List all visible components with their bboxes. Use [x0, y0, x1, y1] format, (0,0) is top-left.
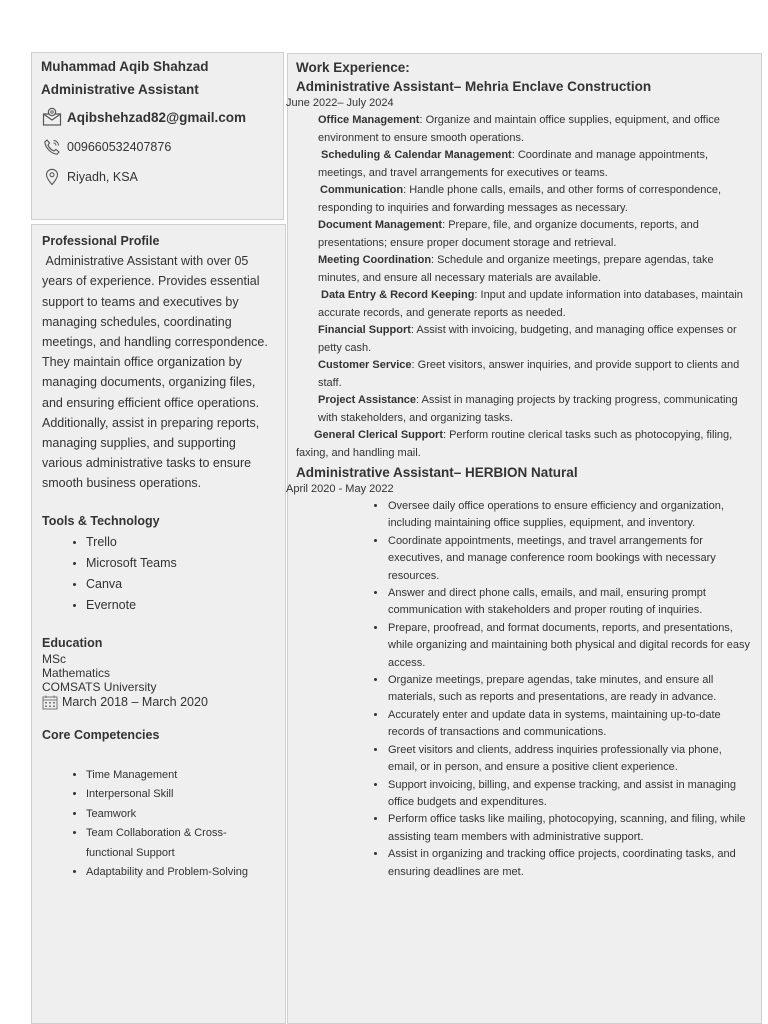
- job-dates-2: April 2020 - May 2022: [286, 483, 394, 495]
- duty-text: : Coordinate and manage appointments, meetings, and travel arrangements for executives or teams.: [318, 149, 709, 179]
- list-item: • Assist in organizing and tracking office projects, coordinating tasks, and ensuring deadlines are met.: [387, 846, 753, 881]
- duty-text: : Handle phone calls, emails, and other forms of correspondence, responding to inquiries and forwarding messages as necessary.: [318, 184, 722, 214]
- duty-label: Meeting Coordination: [318, 254, 432, 266]
- candidate-title: Administrative Assistant: [41, 82, 199, 97]
- phone-icon: [41, 137, 63, 157]
- list-item: • Oversee daily office operations to ensure efficiency and organization, including maintaining office supplies, equipment, and inventory.: [387, 498, 753, 533]
- tools-section: [42, 514, 275, 616]
- duty-item: [318, 252, 753, 287]
- duty-label: Customer Service: [318, 359, 412, 371]
- duty-item: [318, 217, 753, 252]
- list-item: • Greet visitors and clients, address inquiries professionally via phone, email, or in person, and ensure a positive client experience.: [387, 742, 753, 777]
- location: Riyadh, KSA: [67, 170, 138, 184]
- education-heading: Education: [42, 635, 103, 650]
- list-item: • Coordinate appointments, meetings, and travel arrangements for executives, and manage conference room bookings with necessary resources.: [387, 533, 753, 585]
- duty-text: : Prepare, file, and organize documents, reports, and presentations; ensure proper document storage and retrieval.: [318, 219, 699, 249]
- profile-heading: Professional Profile: [42, 234, 160, 248]
- duty-text: : Schedule and organize meetings, prepare agendas, take minutes, and ensure all necessary materials are available.: [318, 254, 714, 284]
- list-item: • Answer and direct phone calls, emails, and mail, ensuring prompt communication with stakeholders and proper routing of inquiries.: [387, 585, 753, 620]
- list-item: • Accurately enter and update data in systems, maintaining up-to-date records of transactions and communications.: [387, 707, 753, 742]
- duty-item: [296, 427, 753, 462]
- duty-label: Financial Support: [318, 324, 411, 336]
- duty-text: : Perform routine clerical tasks such as photocopying, filing, faxing, and handling mail.: [296, 429, 733, 459]
- list-item: • Time Management: [86, 766, 275, 786]
- tools-heading: Tools & Technology: [42, 513, 160, 528]
- duty-item: [318, 147, 753, 182]
- work-experience-heading: Work Experience:: [296, 60, 410, 75]
- job-dates-1: June 2022– July 2024: [286, 97, 394, 109]
- education-school: COMSATS University: [42, 679, 157, 694]
- duty-label: Data Entry & Record Keeping: [321, 289, 475, 301]
- list-item: • Adaptability and Problem-Solving: [86, 863, 275, 883]
- duty-text: : Input and update information into databases, maintain accurate records, and generate reports as needed.: [318, 289, 743, 319]
- list-item: • Teamwork: [86, 805, 275, 825]
- profile-section: [42, 231, 275, 494]
- duty-label: Communication: [320, 184, 404, 196]
- duty-text: : Assist in managing projects by tracking progress, communicating with stakeholders, and organizing tasks.: [318, 394, 738, 424]
- list-item: • Microsoft Teams: [86, 553, 275, 574]
- duty-item: [318, 357, 753, 392]
- email-icon: [41, 107, 63, 127]
- tools-list: [42, 532, 275, 616]
- competencies-heading: Core Competencies: [42, 727, 160, 742]
- list-item: • Organize meetings, prepare agendas, take minutes, and ensure all materials, such as reports and presentations, are ready in advance.: [387, 672, 753, 707]
- duty-label: Office Management: [318, 114, 420, 126]
- duty-label: Document Management: [318, 219, 443, 231]
- duty-label: Project Assistance: [318, 394, 417, 406]
- job-duties-1: [295, 112, 753, 462]
- left-column: [31, 224, 286, 1024]
- phone-number: 009660532407876: [67, 140, 172, 154]
- duty-text: : Assist with invoicing, budgeting, and managing office expenses or petty cash.: [318, 324, 737, 354]
- list-item: • Perform office tasks like mailing, photocopying, scanning, and filing, while assisting team members with administrative support.: [387, 811, 753, 846]
- duty-item: [318, 182, 753, 217]
- education-date-row: [42, 695, 275, 710]
- list-item: • Interpersonal Skill: [86, 785, 275, 805]
- email-address[interactable]: Aqibshehzad82@gmail.com: [67, 109, 246, 125]
- duty-label: Scheduling & Calendar Management: [321, 149, 512, 161]
- list-item: • Team Collaboration & Cross-functional Support: [86, 824, 236, 863]
- competencies-section: [42, 728, 275, 883]
- duty-item: [318, 392, 753, 427]
- education-dates: March 2018 – March 2020: [62, 695, 208, 710]
- job-title-2: Administrative Assistant– HERBION Natural: [296, 465, 578, 480]
- education-field: Mathematics: [42, 665, 111, 680]
- work-experience-column: [287, 53, 762, 1024]
- list-item: • Support invoicing, billing, and expense tracking, and assist in managing office budgets and expenditures.: [387, 777, 753, 812]
- list-item: • Canva: [86, 574, 275, 595]
- duty-label: General Clerical Support: [314, 429, 443, 441]
- education-degree: MSc: [42, 651, 66, 666]
- calendar-icon: [42, 695, 62, 710]
- competencies-list: [42, 766, 275, 883]
- duty-text: : Organize and maintain office supplies, equipment, and office environment to ensure smooth operations.: [318, 114, 720, 144]
- candidate-name: Muhammad Aqib Shahzad: [41, 59, 209, 74]
- phone-row: [41, 137, 274, 157]
- job-bullets-2: [296, 498, 753, 881]
- duty-text: : Greet visitors, answer inquiries, and provide support to clients and staff.: [318, 359, 740, 389]
- duty-item: [318, 287, 753, 322]
- duty-item: [318, 112, 753, 147]
- list-item: • Evernote: [86, 595, 275, 616]
- contact-box: [31, 52, 284, 220]
- profile-text: Administrative Assistant with over 05 years of experience. Provides essential support to teams and executives by managing schedules, coordinating meetings, and handling correspondence. They maintain office organization by managing documents, organizing files, and ensuring efficient office operations. Additionally, assist in preparing reports, managing supplies, and supporting various administrative tasks to ensure smooth business operations.: [42, 254, 272, 491]
- location-pin-icon: [41, 167, 63, 187]
- list-item: • Trello: [86, 532, 275, 553]
- job-title-1: Administrative Assistant– Mehria Enclave Construction: [296, 79, 652, 94]
- duty-item: [318, 322, 753, 357]
- education-section: [42, 636, 275, 710]
- email-row: [41, 107, 274, 127]
- list-item: • Prepare, proofread, and format documents, reports, and presentations, while organizing and maintaining both physical and digital records for easy access.: [387, 620, 753, 672]
- location-row: [41, 167, 274, 187]
